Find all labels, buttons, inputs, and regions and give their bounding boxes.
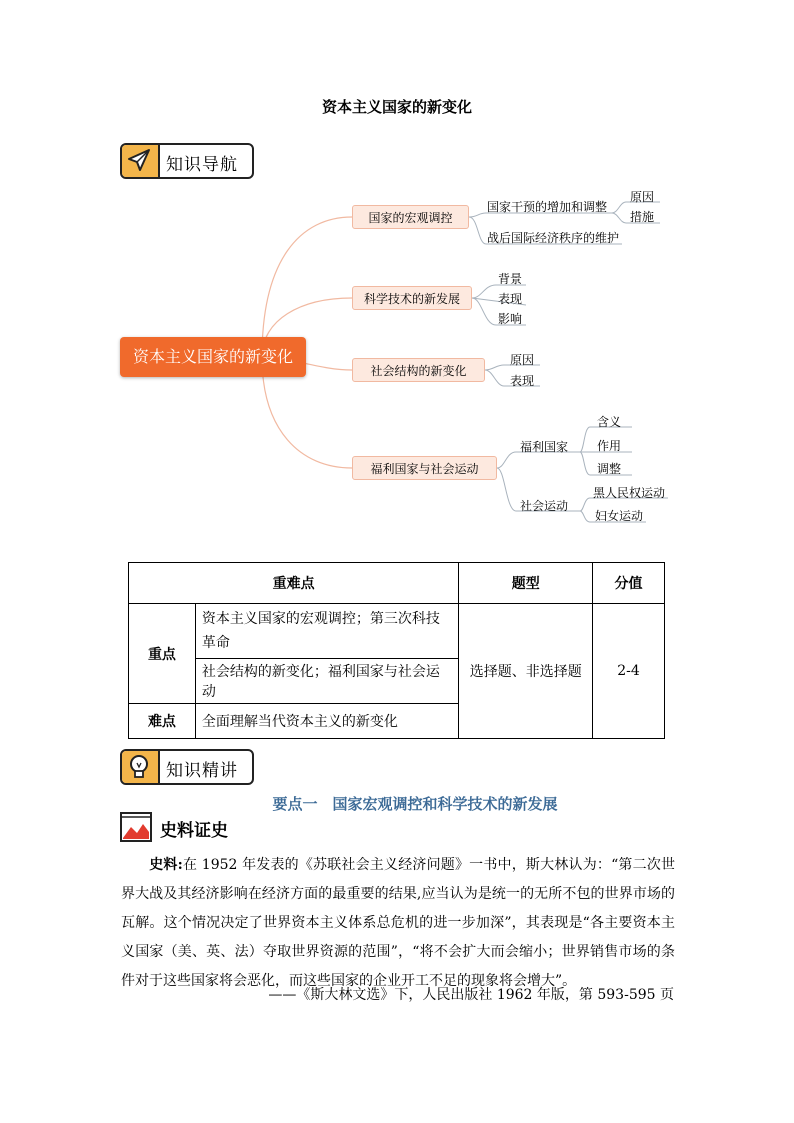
source-citation: ——《斯大林文选》下，人民出版社 1962 年版，第 593-595 页	[268, 987, 674, 1003]
leaf-impact: 影响	[498, 312, 523, 326]
score-cell: 2-4	[593, 604, 665, 739]
table-cell: 资本主义国家的宏观调控；第三次科技革命	[195, 604, 458, 659]
leaf-manifestation: 表现	[510, 374, 535, 388]
leaf-cause: 原因	[630, 190, 655, 204]
leaf-meaning: 含义	[597, 415, 622, 429]
branch-welfare-state: 福利国家与社会运动	[352, 456, 497, 480]
source-text: 在 1952 年发表的《苏联社会主义经济问题》一书中，斯大林认为：“第二次世界大战及其经济影响在经济方面的最重要的结果,应当认为是统一的无所不包的世界市场的瓦解。这个情况决定了世界资本主义体系总危机的进一步加深”，其表现是“各主要资本主义国家（美、英、法）夺取世界资源的范围”，“将不会扩大而会缩小；世界销售市场的条件对于这些国家将会恶化，而这些国家的企业开工不足的现象将会增大”。	[121, 857, 676, 989]
sub-state-intervention: 国家干预的增加和调整	[487, 200, 608, 214]
leaf-womens-movement: 妇女运动	[595, 509, 644, 523]
sub-economic-order: 战后国际经济秩序的维护	[487, 231, 620, 245]
row-category-difficult: 难点	[129, 704, 196, 739]
sub-welfare-state: 福利国家	[520, 440, 569, 454]
leaf-background: 背景	[498, 272, 523, 286]
branch-social-structure: 社会结构的新变化	[352, 358, 485, 382]
section-heading: 要点一 国家宏观调控和科学技术的新发展	[272, 795, 558, 813]
mind-map-central-node: 资本主义国家的新变化	[120, 337, 306, 377]
source-paragraph	[121, 851, 675, 996]
leaf-function: 作用	[597, 439, 622, 453]
table-cell: 社会结构的新变化；福利国家与社会运动	[195, 659, 458, 704]
knowledge-explanation-banner	[120, 749, 254, 785]
leaf-adjustment: 调整	[597, 462, 622, 476]
banner-label: 知识导航	[166, 155, 238, 175]
table-header: 重难点	[129, 563, 459, 604]
source-label: 史料	[149, 857, 178, 873]
source-evidence-heading: 史料证史	[160, 821, 228, 841]
question-type-cell: 选择题、非选择题	[459, 604, 593, 739]
banner-label: 知识精讲	[166, 761, 238, 781]
branch-macro-control: 国家的宏观调控	[352, 205, 469, 229]
leaf-measures: 措施	[630, 210, 655, 224]
source-colon: :	[177, 857, 183, 873]
branch-science-tech: 科学技术的新发展	[352, 286, 472, 310]
leaf-civil-rights: 黑人民权运动	[593, 486, 666, 500]
leaf-cause: 原因	[510, 353, 535, 367]
table-cell: 全面理解当代资本主义的新变化	[195, 704, 458, 739]
table-header: 分值	[593, 563, 665, 604]
sub-social-movement: 社会运动	[520, 499, 569, 513]
table-header: 题型	[459, 563, 593, 604]
row-category-key: 重点	[129, 604, 196, 704]
page-title: 资本主义国家的新变化	[321, 98, 472, 116]
leaf-manifestation: 表现	[498, 292, 523, 306]
key-points-table	[128, 562, 665, 739]
lightbulb-icon	[122, 751, 160, 783]
chart-image-icon	[120, 812, 152, 842]
